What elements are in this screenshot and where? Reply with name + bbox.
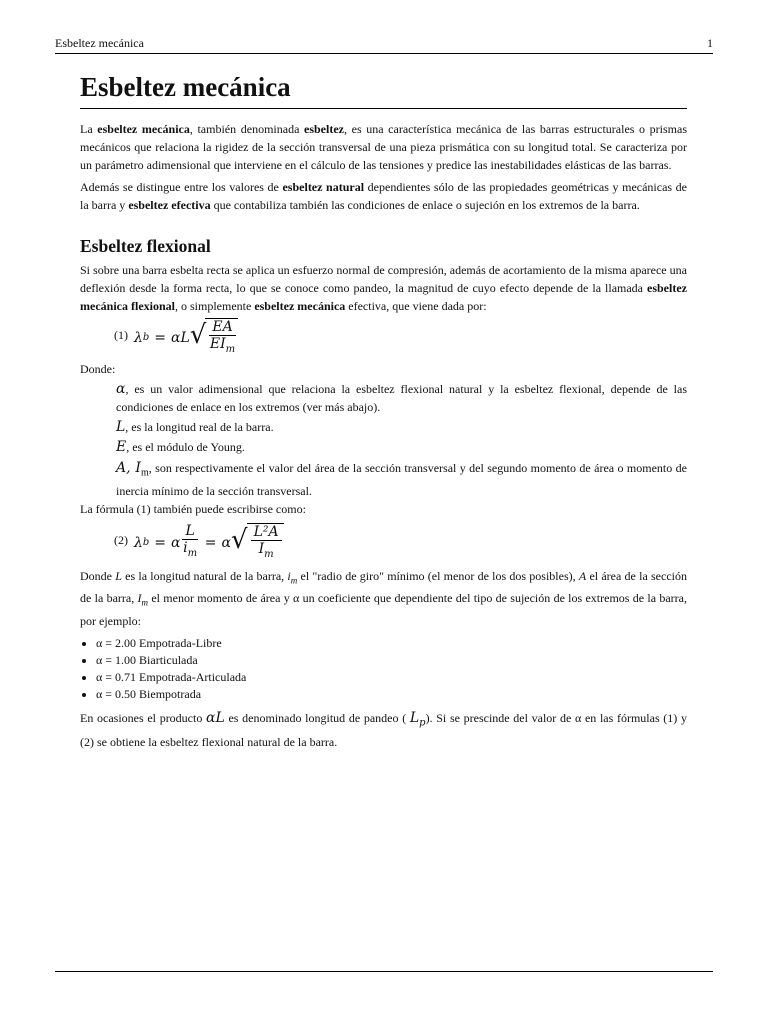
text-run: el menor momento de área y α un coeficiente que dependiente del tipo de sujeción de los extremos de la barra, por ejemplo: [80, 591, 687, 628]
denominator-subscript: m [225, 343, 236, 355]
formula-1-expression [134, 318, 238, 358]
symbol: α [116, 380, 126, 397]
equals-sign: = [204, 534, 217, 551]
coefficient: αL [171, 329, 190, 346]
formula-1 [114, 316, 687, 360]
subscript-m: m [290, 575, 298, 586]
intro-paragraph-2 [80, 178, 687, 214]
formula-2 [114, 519, 687, 567]
alpha-symbol: α [171, 534, 181, 551]
alpha-symbol: α [221, 534, 231, 551]
symbol: A, I [116, 459, 141, 476]
definition-a-im [116, 459, 687, 501]
text-run: La [80, 122, 98, 136]
fraction-denominator [183, 540, 197, 562]
term-esbeltez: esbeltez [304, 122, 344, 136]
text-run: el "radio de giro" mínimo (el menor de los dos posibles), [297, 568, 579, 583]
text-run: , o simplemente [174, 299, 255, 314]
text-run: es la longitud natural de la barra, [121, 568, 288, 583]
radicand [247, 523, 284, 563]
definition-text: , es un valor adimensional que relaciona la esbeltez flexional natural y la esbeltez flexional, depende de las condiciones de enlace en los extremos (ver más abajo). [116, 381, 687, 415]
symbol-l: L [409, 710, 420, 727]
var-i: i [287, 568, 291, 583]
text-run: ). Si se prescinde del valor de α en las fórmulas (1) y (2) se obtiene la esbeltez flexional natural de la barra. [80, 711, 687, 749]
square-root [190, 318, 238, 358]
definition-e [116, 438, 687, 456]
alt-formula-intro: La fórmula (1) también puede escribirse como: [80, 502, 306, 517]
lambda-subscript: b [142, 332, 150, 344]
definition-text: , son respectivamente el valor del área de la sección transversal y del segundo momento de área o momento de inercia mínimo de la sección transversal. [116, 460, 687, 499]
radical-sign: √ [230, 524, 248, 555]
denominator-main: I [258, 540, 265, 557]
var-i-capital: I [137, 591, 142, 606]
list-item: • α = 1.00 Biarticulada [96, 652, 687, 669]
term-esbeltez-natural: esbeltez natural [282, 179, 365, 194]
text-run: Si sobre una barra esbelta recta se aplica un esfuerzo normal de compresión, además de acortamiento de la misma aparece una deflexión desde la forma recta, lo que se conoce como pandeo, la magnitud de cuyo efecto depende de la llamada [80, 263, 687, 296]
subscript-m: m [141, 597, 149, 608]
definition-text: , es la longitud real de la barra. [125, 420, 274, 435]
fraction-l-over-im [182, 523, 197, 562]
equals-sign: = [154, 329, 167, 346]
definition-text: , es el módulo de Young. [126, 440, 245, 455]
var-a: A [578, 568, 587, 583]
text-run: Además se distingue entre los valores de [80, 179, 283, 194]
denominator-subscript: m [264, 548, 274, 560]
definitions-list [116, 380, 687, 501]
alpha-values-list [80, 635, 687, 703]
list-item: • α = 0.50 Biempotrada [96, 686, 687, 703]
header-rule [55, 53, 713, 54]
lambda-symbol: λ [134, 534, 143, 551]
list-item: • α = 2.00 Empotrada-Libre [96, 635, 687, 652]
denominator-subscript: m [187, 548, 198, 560]
symbol-alpha-l: αL [206, 710, 225, 727]
text-run: , también denominada [189, 122, 305, 136]
article-body [80, 72, 687, 751]
formula-number: (2) [114, 533, 128, 548]
fraction [209, 319, 235, 358]
fraction [251, 524, 282, 563]
text-run: el área de la sección de la barra, [80, 568, 687, 606]
page-title: Esbeltez mecánica [80, 72, 687, 109]
radicand [205, 318, 237, 358]
text-run: es denominado longitud de pandeo ( [224, 711, 410, 726]
fraction-denominator [210, 336, 235, 358]
text-run: En ocasiones el producto [80, 711, 207, 726]
section-paragraph-2 [80, 567, 687, 630]
term-esbeltez-efectiva: esbeltez efectiva [128, 197, 211, 212]
text-run: Donde [80, 568, 116, 583]
symbol-subscript: m [140, 467, 149, 479]
definition-alpha [116, 380, 687, 416]
page-number: 1 [707, 36, 713, 50]
term-esbeltez-mecanica: esbeltez mecánica [254, 299, 346, 314]
section-paragraph-1 [80, 261, 687, 316]
symbol-l-subscript: p [419, 717, 426, 729]
section-paragraph-3 [80, 709, 687, 751]
text-run: dependientes sólo de las propiedades geométricas y mecánicas de la barra y [80, 179, 688, 212]
formula-number: (1) [114, 328, 128, 343]
section-title: Esbeltez flexional [80, 236, 211, 257]
lambda-subscript: b [142, 537, 150, 549]
radical-sign: √ [189, 319, 207, 350]
fraction-numerator: L²A [251, 524, 282, 541]
equals-sign: = [154, 534, 167, 551]
fraction-numerator: EA [209, 319, 235, 336]
var-l: L [115, 568, 122, 583]
denominator-main: EI [209, 335, 226, 352]
term-esbeltez-mecanica-flexional: esbeltez mecánica flexional [80, 281, 687, 314]
intro-paragraph-1 [80, 120, 687, 175]
lambda-symbol: λ [134, 329, 143, 346]
symbol: E [116, 439, 127, 456]
text-run: efectiva, que viene dada por: [345, 299, 487, 314]
donde-label: Donde: [80, 361, 116, 376]
formula-2-expression [134, 523, 284, 563]
fraction-numerator: L [182, 523, 197, 540]
list-item: • α = 0.71 Empotrada-Articulada [96, 669, 687, 686]
running-title: Esbeltez mecánica [55, 36, 144, 50]
denominator-main: i [183, 540, 188, 557]
definition-l [116, 418, 687, 436]
fraction-denominator [259, 541, 274, 563]
text-run: que contabiliza también las condiciones de enlace o sujeción en los extremos de la barra. [210, 197, 640, 212]
term-esbeltez-mecanica: esbeltez mecánica [97, 122, 190, 136]
text-run: , es una característica mecánica de las barras estructurales o prismas mecánicos que relaciona la rigidez de la sección transversal de una pieza prismática con su longitud total. Se caracteriza por un parámetro adimensional que interviene en el cálculo de las tensiones y predice las inestabilidades elásticas de las barras. [80, 122, 687, 173]
square-root [231, 523, 284, 563]
running-header [55, 36, 713, 51]
symbol: L [116, 419, 126, 436]
footer-rule [55, 971, 713, 972]
